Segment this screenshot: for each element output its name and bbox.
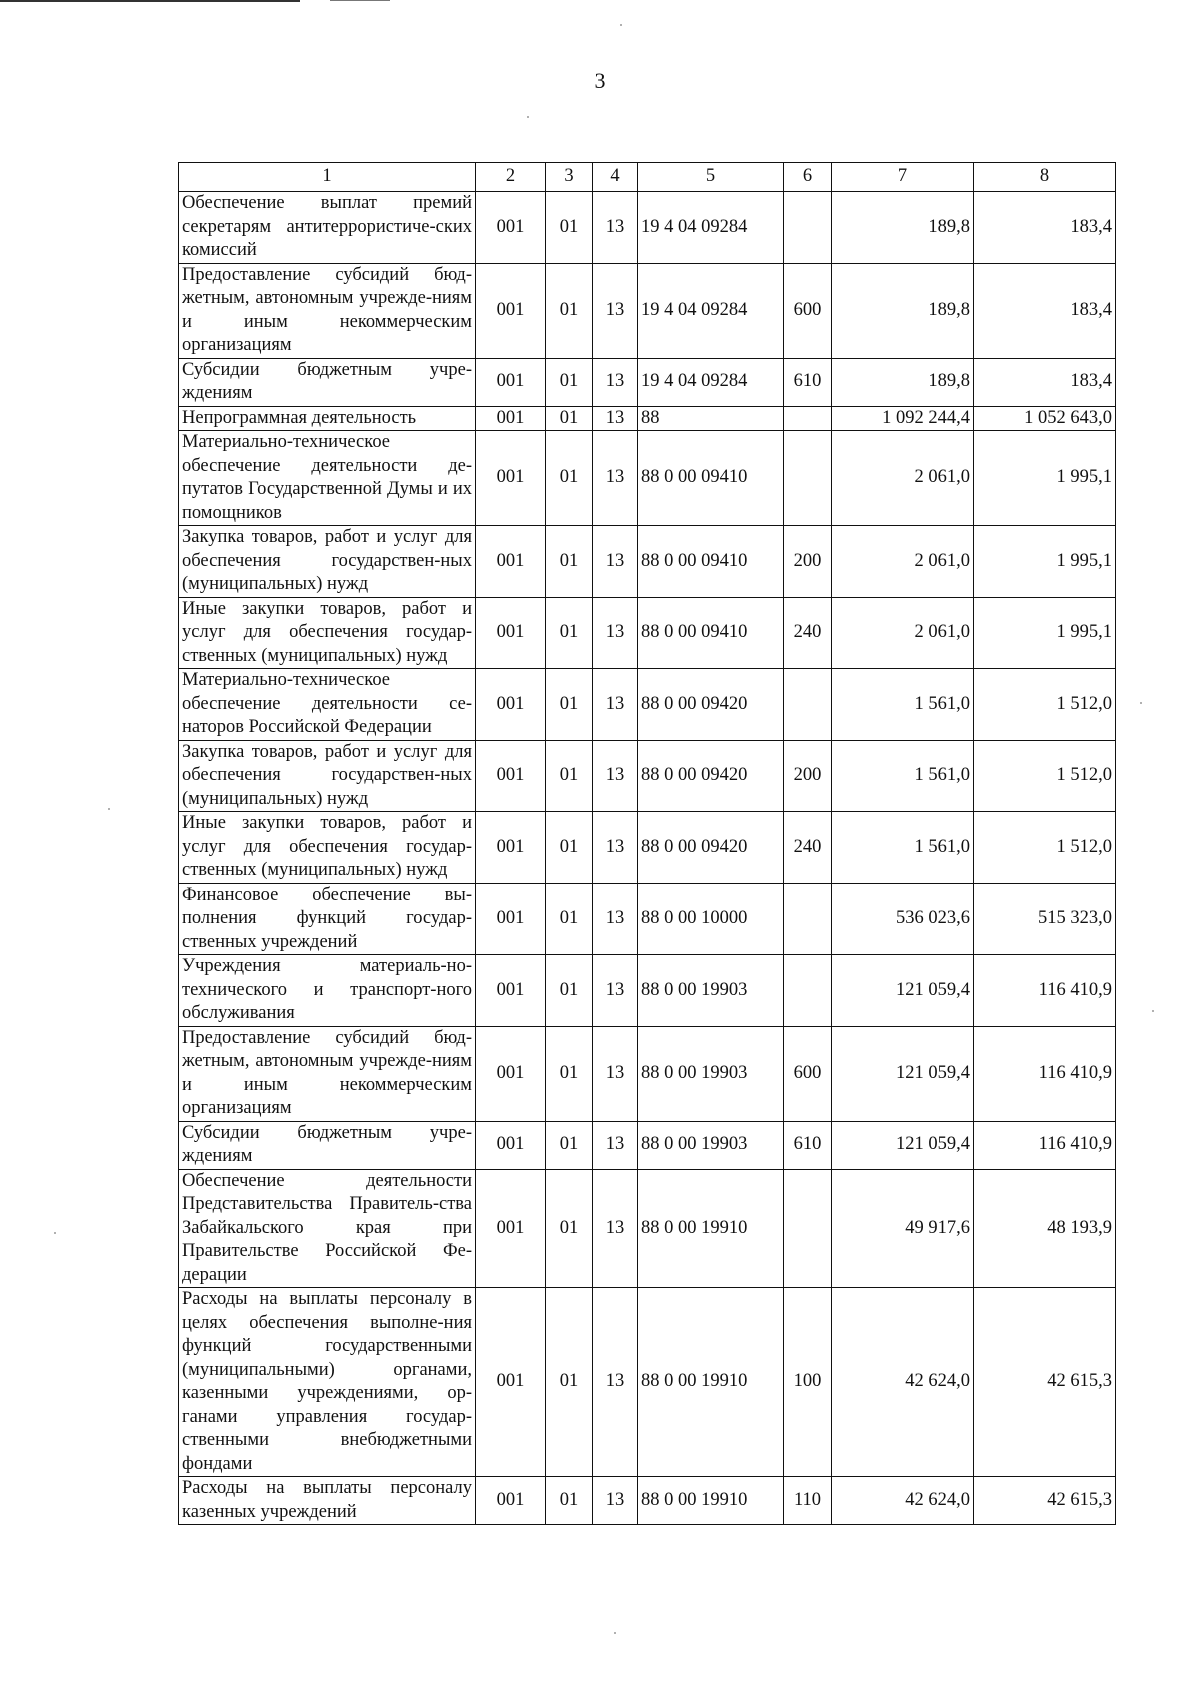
- amount-col8-cell: 515 323,0: [974, 883, 1116, 955]
- scan-speck: [108, 808, 110, 810]
- ministry-code-cell: 001: [476, 1121, 546, 1169]
- ministry-code-cell: 001: [476, 431, 546, 526]
- ministry-code-cell: 001: [476, 263, 546, 358]
- expense-type-cell: 610: [784, 358, 832, 406]
- section-cell: 01: [546, 1026, 593, 1121]
- target-article-cell: 19 4 04 09284: [638, 192, 784, 264]
- subsection-cell: 13: [593, 1288, 638, 1477]
- table-row: [179, 1121, 1116, 1169]
- section-cell: 01: [546, 1169, 593, 1288]
- target-article-cell: 88 0 00 19910: [638, 1288, 784, 1477]
- scan-speck: [527, 116, 529, 118]
- amount-col8-cell: 1 512,0: [974, 740, 1116, 812]
- subsection-cell: 13: [593, 192, 638, 264]
- expense-type-cell: 240: [784, 597, 832, 669]
- expense-name-cell: Закупка товаров, работ и услуг для обеспечения государствен-ных (муниципальных) нужд: [179, 740, 476, 812]
- amount-col8-cell: 116 410,9: [974, 955, 1116, 1027]
- subsection-cell: 13: [593, 1477, 638, 1525]
- table-body: [179, 192, 1116, 1525]
- ministry-code-cell: 001: [476, 669, 546, 741]
- header-cell-3: 3: [546, 163, 593, 192]
- section-cell: 01: [546, 883, 593, 955]
- expense-name-cell: Материально-техническое обеспечение деятельности де-путатов Государственной Думы и их помощников: [179, 431, 476, 526]
- amount-col7-cell: 121 059,4: [832, 1026, 974, 1121]
- table-row: [179, 263, 1116, 358]
- expense-type-cell: 600: [784, 1026, 832, 1121]
- ministry-code-cell: 001: [476, 740, 546, 812]
- expense-type-cell: 200: [784, 740, 832, 812]
- subsection-cell: 13: [593, 597, 638, 669]
- expense-name-cell: Предоставление субсидий бюд-жетным, автономным учрежде-ниям и иным некоммерческим организациям: [179, 1026, 476, 1121]
- expense-name-cell: Материально-техническое обеспечение деятельности се-наторов Российской Федерации: [179, 669, 476, 741]
- amount-col7-cell: 1 561,0: [832, 812, 974, 884]
- table-row: [179, 1169, 1116, 1288]
- amount-col7-cell: 121 059,4: [832, 1121, 974, 1169]
- scan-speck: [54, 1232, 56, 1234]
- amount-col7-cell: 189,8: [832, 263, 974, 358]
- scan-speck: [1152, 1010, 1154, 1012]
- expense-type-cell: [784, 406, 832, 431]
- subsection-cell: 13: [593, 1026, 638, 1121]
- table-row: [179, 955, 1116, 1027]
- ministry-code-cell: 001: [476, 1477, 546, 1525]
- table-row: [179, 526, 1116, 598]
- budget-table: [178, 162, 1116, 1525]
- table-row: [179, 812, 1116, 884]
- target-article-cell: 88 0 00 19903: [638, 1121, 784, 1169]
- table-row: [179, 883, 1116, 955]
- subsection-cell: 13: [593, 883, 638, 955]
- expense-name-cell: Обеспечение деятельности Представительства Правитель-ства Забайкальского края при Правительстве Российской Фе-дерации: [179, 1169, 476, 1288]
- expense-type-cell: 110: [784, 1477, 832, 1525]
- table-row: [179, 358, 1116, 406]
- header-cell-1: 1: [179, 163, 476, 192]
- target-article-cell: 88 0 00 19903: [638, 955, 784, 1027]
- header-cell-7: 7: [832, 163, 974, 192]
- section-cell: 01: [546, 358, 593, 406]
- expense-type-cell: 600: [784, 263, 832, 358]
- expense-name-cell: Иные закупки товаров, работ и услуг для обеспечения государ-ственных (муниципальных) нужд: [179, 597, 476, 669]
- expense-type-cell: [784, 883, 832, 955]
- scan-speck: [614, 1632, 616, 1634]
- amount-col8-cell: 1 512,0: [974, 669, 1116, 741]
- amount-col7-cell: 2 061,0: [832, 431, 974, 526]
- target-article-cell: 88 0 00 09410: [638, 431, 784, 526]
- subsection-cell: 13: [593, 955, 638, 1027]
- subsection-cell: 13: [593, 669, 638, 741]
- ministry-code-cell: 001: [476, 406, 546, 431]
- amount-col8-cell: 1 052 643,0: [974, 406, 1116, 431]
- page-number: 3: [594, 68, 606, 93]
- expense-name-cell: Предоставление субсидий бюд-жетным, автономным учрежде-ниям и иным некоммерческим организациям: [179, 263, 476, 358]
- expense-name-cell: Субсидии бюджетным учре-ждениям: [179, 1121, 476, 1169]
- expense-type-cell: [784, 955, 832, 1027]
- ministry-code-cell: 001: [476, 597, 546, 669]
- subsection-cell: 13: [593, 263, 638, 358]
- amount-col8-cell: 48 193,9: [974, 1169, 1116, 1288]
- section-cell: 01: [546, 1121, 593, 1169]
- scan-top-rule-fragment: [330, 0, 390, 1]
- expense-type-cell: [784, 1169, 832, 1288]
- expense-name-cell: Иные закупки товаров, работ и услуг для обеспечения государ-ственных (муниципальных) нужд: [179, 812, 476, 884]
- amount-col7-cell: 2 061,0: [832, 597, 974, 669]
- target-article-cell: 88 0 00 09410: [638, 526, 784, 598]
- header-cell-8: 8: [974, 163, 1116, 192]
- ministry-code-cell: 001: [476, 358, 546, 406]
- ministry-code-cell: 001: [476, 1026, 546, 1121]
- section-cell: 01: [546, 955, 593, 1027]
- ministry-code-cell: 001: [476, 1288, 546, 1477]
- amount-col7-cell: 42 624,0: [832, 1477, 974, 1525]
- expense-type-cell: [784, 669, 832, 741]
- target-article-cell: 88 0 00 09420: [638, 812, 784, 884]
- section-cell: 01: [546, 812, 593, 884]
- expense-name-cell: Обеспечение выплат премий секретарям антитеррористиче-ских комиссий: [179, 192, 476, 264]
- table-row: [179, 192, 1116, 264]
- target-article-cell: 88 0 00 09420: [638, 669, 784, 741]
- amount-col7-cell: 189,8: [832, 358, 974, 406]
- expense-type-cell: [784, 192, 832, 264]
- amount-col7-cell: 1 561,0: [832, 669, 974, 741]
- section-cell: 01: [546, 406, 593, 431]
- subsection-cell: 13: [593, 406, 638, 431]
- header-cell-5: 5: [638, 163, 784, 192]
- expense-type-cell: 240: [784, 812, 832, 884]
- amount-col8-cell: 1 995,1: [974, 597, 1116, 669]
- expense-name-cell: Финансовое обеспечение вы-полнения функций государ-ственных учреждений: [179, 883, 476, 955]
- target-article-cell: 88: [638, 406, 784, 431]
- table-row: [179, 1288, 1116, 1477]
- header-cell-6: 6: [784, 163, 832, 192]
- expense-name-cell: Учреждения материаль-но-технического и транспорт-ного обслуживания: [179, 955, 476, 1027]
- header-cell-2: 2: [476, 163, 546, 192]
- subsection-cell: 13: [593, 1121, 638, 1169]
- table-row: [179, 406, 1116, 431]
- amount-col7-cell: 189,8: [832, 192, 974, 264]
- expense-type-cell: 610: [784, 1121, 832, 1169]
- target-article-cell: 88 0 00 19910: [638, 1169, 784, 1288]
- section-cell: 01: [546, 669, 593, 741]
- subsection-cell: 13: [593, 812, 638, 884]
- expense-name-cell: Субсидии бюджетным учре-ждениям: [179, 358, 476, 406]
- target-article-cell: 88 0 00 10000: [638, 883, 784, 955]
- amount-col8-cell: 1 512,0: [974, 812, 1116, 884]
- ministry-code-cell: 001: [476, 192, 546, 264]
- target-article-cell: 88 0 00 19910: [638, 1477, 784, 1525]
- section-cell: 01: [546, 431, 593, 526]
- table-row: [179, 431, 1116, 526]
- amount-col8-cell: 116 410,9: [974, 1121, 1116, 1169]
- scan-top-rule: [0, 0, 300, 2]
- amount-col7-cell: 49 917,6: [832, 1169, 974, 1288]
- amount-col7-cell: 42 624,0: [832, 1288, 974, 1477]
- table-row: [179, 669, 1116, 741]
- section-cell: 01: [546, 263, 593, 358]
- scan-speck: [620, 24, 622, 26]
- table-row: [179, 1477, 1116, 1525]
- target-article-cell: 88 0 00 09420: [638, 740, 784, 812]
- expense-type-cell: [784, 431, 832, 526]
- scan-speck: [1140, 702, 1142, 704]
- header-row: [179, 163, 1116, 192]
- subsection-cell: 13: [593, 431, 638, 526]
- amount-col8-cell: 116 410,9: [974, 1026, 1116, 1121]
- header-cell-4: 4: [593, 163, 638, 192]
- section-cell: 01: [546, 1288, 593, 1477]
- subsection-cell: 13: [593, 358, 638, 406]
- ministry-code-cell: 001: [476, 1169, 546, 1288]
- ministry-code-cell: 001: [476, 955, 546, 1027]
- amount-col7-cell: 1 561,0: [832, 740, 974, 812]
- expense-name-cell: Расходы на выплаты персоналу казенных учреждений: [179, 1477, 476, 1525]
- section-cell: 01: [546, 1477, 593, 1525]
- amount-col8-cell: 42 615,3: [974, 1477, 1116, 1525]
- subsection-cell: 13: [593, 740, 638, 812]
- ministry-code-cell: 001: [476, 526, 546, 598]
- expense-type-cell: 100: [784, 1288, 832, 1477]
- subsection-cell: 13: [593, 1169, 638, 1288]
- amount-col8-cell: 42 615,3: [974, 1288, 1116, 1477]
- table-row: [179, 1026, 1116, 1121]
- expense-type-cell: 200: [784, 526, 832, 598]
- section-cell: 01: [546, 740, 593, 812]
- expense-name-cell: Расходы на выплаты персоналу в целях обеспечения выполне-ния функций государственными (муниципальными) органами, казенными учреждениями, ор-ганами управления государ-ственными внебюджетными фондами: [179, 1288, 476, 1477]
- amount-col8-cell: 183,4: [974, 263, 1116, 358]
- amount-col7-cell: 1 092 244,4: [832, 406, 974, 431]
- table-row: [179, 740, 1116, 812]
- ministry-code-cell: 001: [476, 883, 546, 955]
- section-cell: 01: [546, 597, 593, 669]
- section-cell: 01: [546, 526, 593, 598]
- amount-col8-cell: 183,4: [974, 358, 1116, 406]
- amount-col7-cell: 121 059,4: [832, 955, 974, 1027]
- amount-col7-cell: 536 023,6: [832, 883, 974, 955]
- amount-col7-cell: 2 061,0: [832, 526, 974, 598]
- target-article-cell: 88 0 00 09410: [638, 597, 784, 669]
- amount-col8-cell: 1 995,1: [974, 526, 1116, 598]
- ministry-code-cell: 001: [476, 812, 546, 884]
- table-row: [179, 597, 1116, 669]
- expense-name-cell: Непрограммная деятельность: [179, 406, 476, 431]
- section-cell: 01: [546, 192, 593, 264]
- target-article-cell: 19 4 04 09284: [638, 263, 784, 358]
- amount-col8-cell: 1 995,1: [974, 431, 1116, 526]
- subsection-cell: 13: [593, 526, 638, 598]
- expense-name-cell: Закупка товаров, работ и услуг для обеспечения государствен-ных (муниципальных) нужд: [179, 526, 476, 598]
- target-article-cell: 88 0 00 19903: [638, 1026, 784, 1121]
- target-article-cell: 19 4 04 09284: [638, 358, 784, 406]
- amount-col8-cell: 183,4: [974, 192, 1116, 264]
